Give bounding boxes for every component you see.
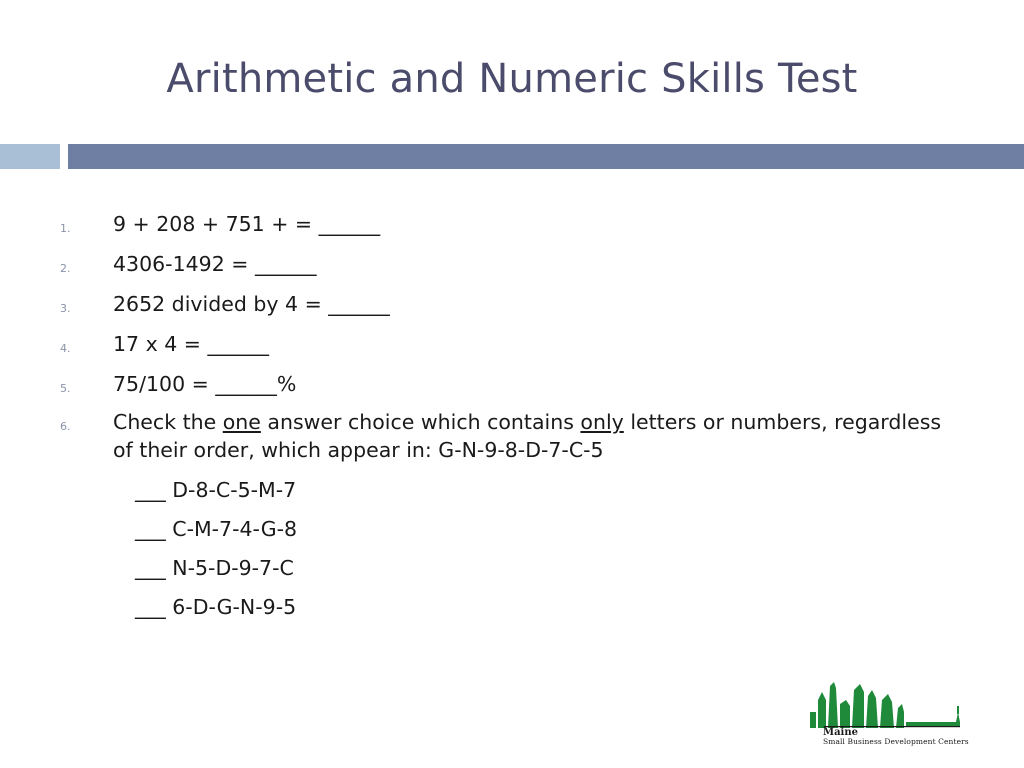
answer-choice: ___ C-M-7-4-G-8 [135,517,298,541]
question-number: 3. [60,302,71,315]
question-text-segment: letters or numbers, regardless [623,410,942,434]
logo-subtitle: Small Business Development Centers [823,737,969,746]
answer-choice: ___ N-5-D-9-7-C [135,556,294,580]
header-accent-bar-dark [68,144,1024,169]
slide-title: Arithmetic and Numeric Skills Test [166,56,858,102]
question-number: 1. [60,222,71,235]
question-text-line-1 [113,408,941,436]
question-text-segment: Check the [113,410,223,434]
answer-choice: ___ D-8-C-5-M-7 [135,478,297,502]
logo-wordmark: Maine [823,727,858,738]
question-text: 17 x 4 = ______ [113,332,270,356]
question-text: 9 + 208 + 751 + = ______ [113,212,381,236]
answer-choice: ___ 6-D-G-N-9-5 [135,595,297,619]
header-accent-bar-light [0,144,60,169]
question-number: 6. [60,420,71,433]
question-number: 2. [60,262,71,275]
question-text-line-2: of their order, which appear in: G-N-9-8-D-7-C-5 [113,438,604,462]
question-text: 75/100 = ______% [113,372,297,396]
question-text: 2652 divided by 4 = ______ [113,292,390,316]
question-number: 4. [60,342,71,355]
question-text: 4306-1492 = ______ [113,252,317,276]
emphasis-one: one [222,410,261,434]
question-text-segment: answer choice which contains [260,410,581,434]
question-number: 5. [60,382,71,395]
emphasis-only: only [580,410,624,434]
